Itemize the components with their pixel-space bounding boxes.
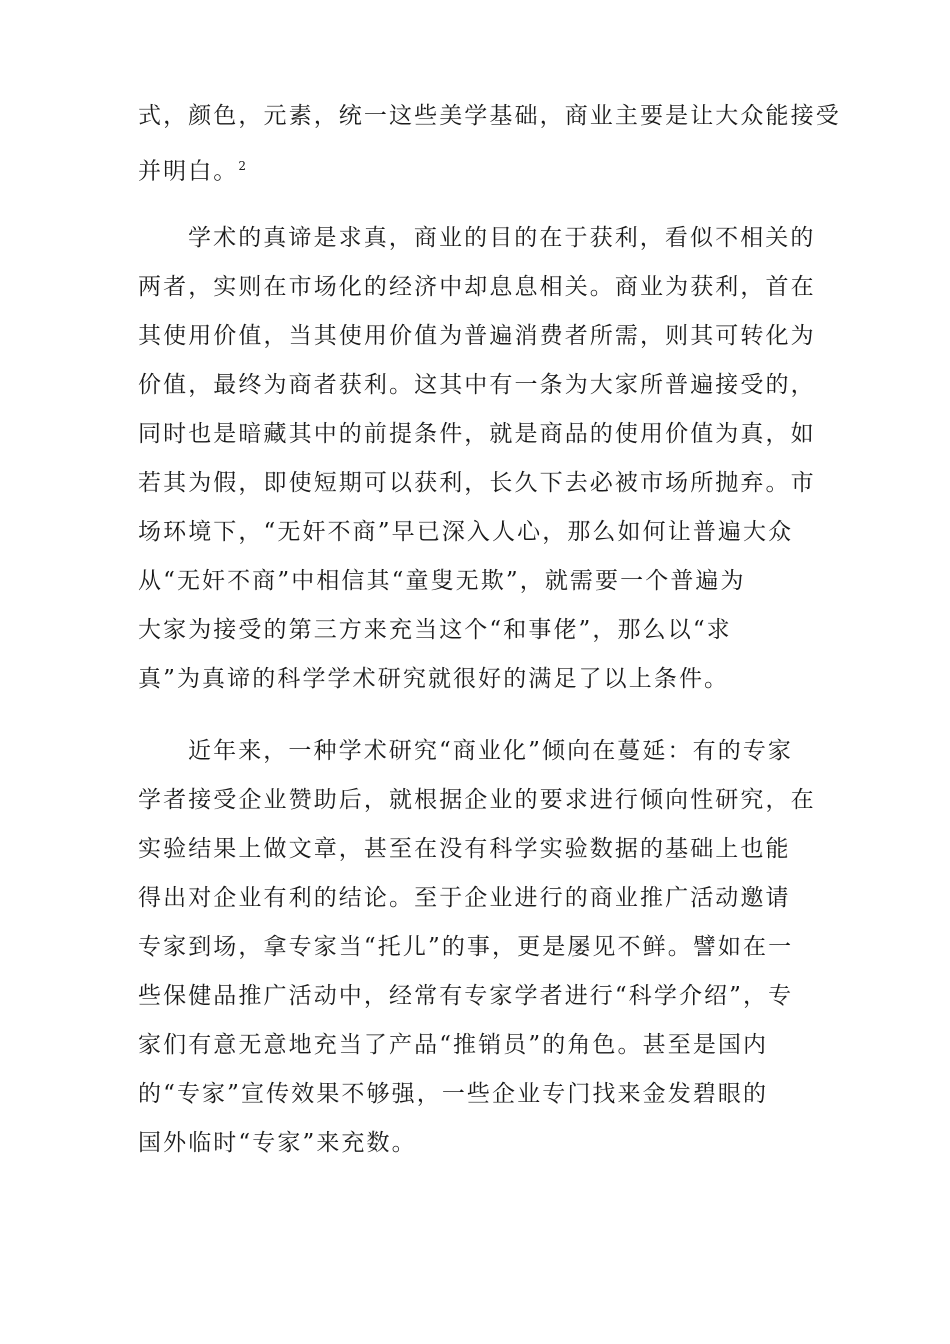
paragraph-3-line-4: 得出对企业有利的结论。至于企业进行的商业推广活动邀请 <box>138 885 791 911</box>
paragraph-2-line-5: 同时也是暗藏其中的前提条件，就是商品的使用价值为真，如 <box>138 421 816 447</box>
paragraph-2-line-10: 真”为真谛的科学学术研究就很好的满足了以上条件。 <box>138 666 730 692</box>
paragraph-3-line-6: 些保健品推广活动中，经常有专家学者进行“科学介绍”，专 <box>138 983 794 1009</box>
paragraph-2-line-2: 两者，实则在市场化的经济中却息息相关。商业为获利，首在 <box>138 274 816 300</box>
paragraph-1-line-2 <box>138 146 818 186</box>
paragraph-1-line-2-text: 并明白。 <box>138 158 239 185</box>
paragraph-2-line-4: 价值，最终为商者获利。这其中有一条为大家所普遍接受的， <box>138 372 816 398</box>
paragraph-3-line-1: 近年来，一种学术研究“商业化”倾向在蔓延：有的专家 <box>188 738 794 764</box>
paragraph-3-line-5: 专家到场，拿专家当“托儿”的事，更是屡见不鲜。譬如在一 <box>138 934 794 960</box>
paragraph-3-line-8: 的“专家”宣传效果不够强，一些企业专门找来金发碧眼的 <box>138 1081 769 1107</box>
paragraph-1-line-1: 式，颜色，元素，统一这些美学基础，商业主要是让大众能接受 <box>138 103 841 129</box>
paragraph-3-line-9: 国外临时“专家”来充数。 <box>138 1130 417 1156</box>
paragraph-2-line-1: 学术的真谛是求真，商业的目的在于获利，看似不相关的 <box>188 225 816 251</box>
paragraph-2-line-9: 大家为接受的第三方来充当这个“和事佬”，那么以“求 <box>138 617 732 643</box>
paragraph-2-line-8: 从“无奸不商”中相信其“童叟无欺”，就需要一个普遍为 <box>138 568 746 594</box>
paragraph-2-line-3: 其使用价值，当其使用价值为普遍消费者所需，则其可转化为 <box>138 323 816 349</box>
footnote-marker: 2 <box>238 159 249 173</box>
paragraph-2-line-6: 若其为假，即使短期可以获利，长久下去必被市场所抛弃。市 <box>138 470 816 496</box>
paragraph-2-line-7: 场环境下，“无奸不商”早已深入人心，那么如何让普遍大众 <box>138 519 794 545</box>
paragraph-3-line-3: 实验结果上做文章，甚至在没有科学实验数据的基础上也能 <box>138 836 791 862</box>
paragraph-3-line-2: 学者接受企业赞助后，就根据企业的要求进行倾向性研究，在 <box>138 787 816 813</box>
paragraph-3-line-7: 家们有意无意地充当了产品“推销员”的角色。甚至是国内 <box>138 1032 769 1058</box>
